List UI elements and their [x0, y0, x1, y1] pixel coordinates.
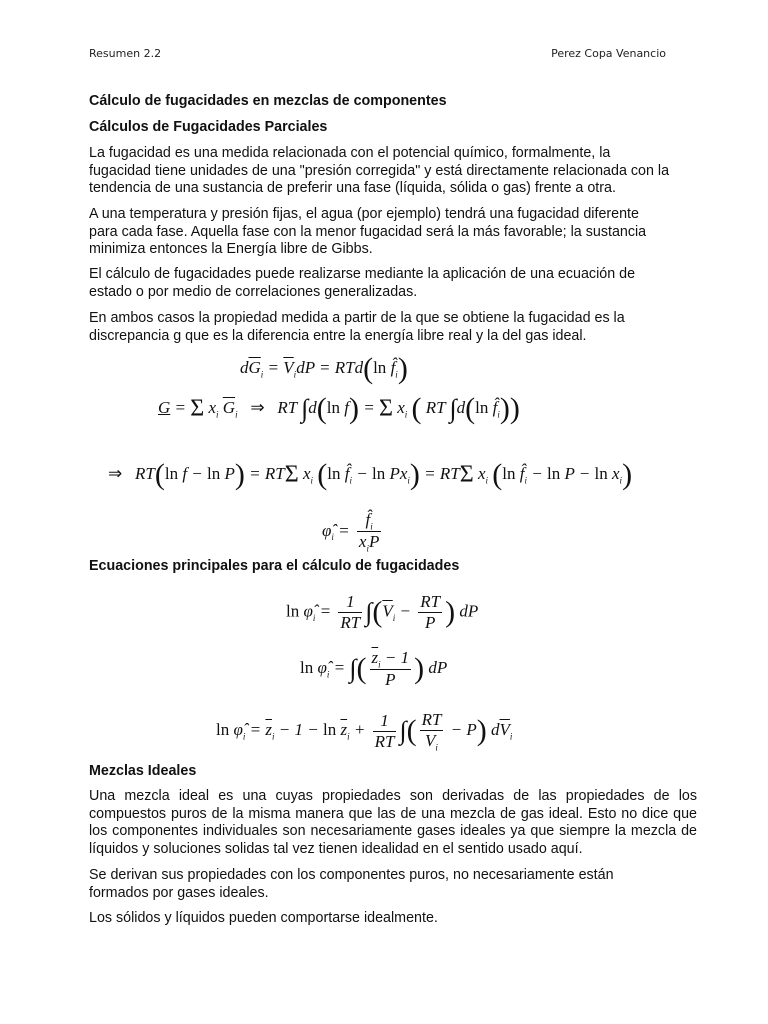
section-title-partial-fugacities: Cálculos de Fugacidades Parciales	[89, 119, 328, 135]
paragraph-4: En ambos casos la propiedad medida a partir de la que se obtiene la fugacidad es la discrepancia g que es la diferencia entre la energía libre real y la del gas ideal.	[89, 310, 625, 344]
section-title-ideal-mixtures: Mezclas Ideales	[89, 763, 197, 779]
equation-ln-phi-pressure: $\ln \varphî_i$ = $\frac{1}{RT}$ $\int(\overline{V}_i$ − $\frac{RT}{P}$ ) dP	[286, 592, 479, 632]
page-header	[89, 47, 666, 63]
section-title-main-equations: Ecuaciones principales para el cálculo de fugacidades	[89, 558, 460, 574]
equation-fugacity-expansion: ⇒ RT(ln f − ln P) = RTΣ $x_i$ (ln $f̂_i - \ln Px_i) = RT\Sigma$ $x_i$ (ln $f̂_i - \ln P - \ln x_i$)	[108, 458, 633, 491]
paragraph-ideal-mixture-definition: Una mezcla ideal es una cuyas propiedades son derivadas de las propiedades de los compuestos puros de la misma manera que las de una mezcla de gas ideal. Esto no dice que los componentes individuales son necesariamente gases ideales ya que siempre la mezcla de líquidos y soluciones solidas tal vez tienen idealidad en el sentido usado aquí.	[89, 788, 697, 857]
equation-gibbs-differential: $d\overline{G}_i = \overline{V}_idP = RTd(\ln$ $f̂_i$)	[240, 352, 408, 385]
paragraph-solids-liquids: Los sólidos y líquidos pueden comportarse idealmente.	[89, 910, 438, 926]
equation-fugacity-coefficient: $\varphî_i$ = $\frac{f̂_i}{x_iP}$	[322, 510, 380, 554]
equation-ln-phi-volume: $\ln \varphî_i = \overline{z}_i - 1 - \ln \overline{z}_i$ + $\frac{1}{RT}$ ∫( $\frac{RT}{\overline{V}_i}$ − P) $d\overline{V}_i$	[216, 710, 513, 753]
header-right: Perez Copa Venancio	[551, 47, 666, 60]
document-title: Cálculo de fugacidades en mezclas de componentes	[89, 93, 447, 109]
paragraph-3: El cálculo de fugacidades puede realizarse mediante la aplicación de una ecuación de estado o por medio de correlaciones generalizadas.	[89, 266, 636, 300]
header-left: Resumen 2.2	[89, 47, 162, 60]
equation-gibbs-sum: G = Σ $x_i$ $\overline{G}_i$ ⇒ RT ∫d(ln f) = Σ $x_i$ ( RT ∫d(ln $f̂_i$))	[158, 392, 520, 425]
paragraph-ideal-properties: Se derivan sus propiedades con los componentes puros, no necesariamente están formados por gases ideales.	[89, 867, 614, 901]
paragraph-1: La fugacidad es una medida relacionada con el potencial químico, formalmente, la fugacidad tiene unidades de una "presión corregida" y está directamente relacionada con la tendencia de una sustancia de preferir una fase (líquida, sólida o gas) frente a otra.	[89, 145, 670, 196]
equation-ln-phi-compressibility: $\ln \varphî_i$ = ∫( $\frac{\overline{z}_i - 1}{P}$ ) dP	[300, 648, 448, 690]
paragraph-2: A una temperatura y presión fijas, el agua (por ejemplo) tendrá una fugacidad diferente para cada fase. Aquella fase con la menor fugacidad será la más favorable; la sustancia minimiza entonces la Energía libre de Gibbs.	[89, 206, 647, 257]
